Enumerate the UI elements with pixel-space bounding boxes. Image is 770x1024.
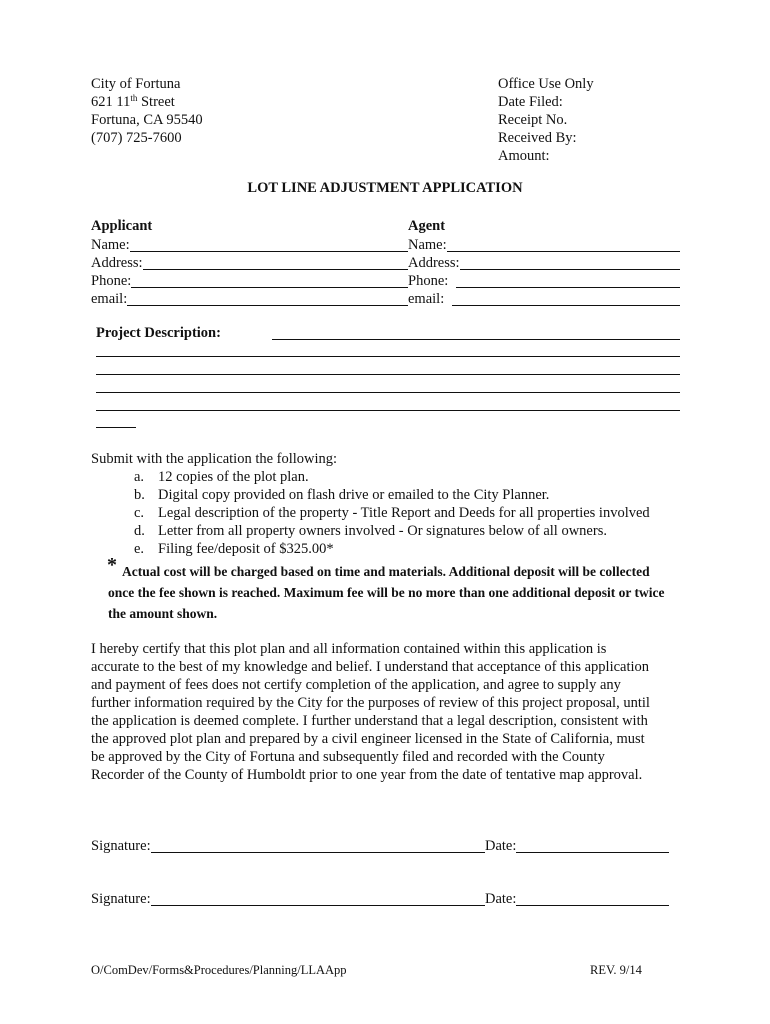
agent-name-line[interactable]: [447, 236, 680, 252]
certification-line: Recorder of the County of Humboldt prior to one year from the date of tentative map approval.: [91, 767, 643, 783]
certification-line: accurate to the best of my knowledge and belief. I understand that acceptance of this application: [91, 659, 650, 675]
fee-note: [108, 561, 664, 624]
agent-heading: Agent: [408, 218, 446, 234]
list-item: e. Filing fee/deposit of $325.00*: [134, 541, 334, 557]
list-item: c. Legal description of the property - Title Report and Deeds for all properties involved: [134, 505, 650, 521]
certification-line: and payment of fees does not certify completion of the application, and agree to supply any: [91, 677, 621, 693]
fee-note-line-3: the amount shown.: [108, 606, 218, 621]
applicant-address-field[interactable]: [91, 254, 408, 272]
applicant-phone-line[interactable]: [131, 272, 408, 288]
amount-label: Amount:: [498, 148, 550, 164]
applicant-phone-field[interactable]: [91, 272, 408, 290]
fee-note-line-2: once the fee shown is reached. Maximum fee will be no more than one additional deposit or twice: [108, 585, 665, 600]
office-use-heading: Office Use Only: [498, 76, 594, 92]
footer-revision: REV. 9/14: [590, 963, 642, 977]
agent-email-label: email:: [408, 291, 448, 307]
certification-line: the application is deemed complete. I further understand that a legal description, consistent with: [91, 713, 648, 729]
project-description-line-4[interactable]: [96, 392, 680, 393]
agent-email-line[interactable]: [452, 290, 680, 306]
date-field-1[interactable]: [485, 837, 669, 855]
signature-line[interactable]: [151, 837, 485, 853]
applicant-name-label: Name:: [91, 237, 130, 253]
applicant-name-field[interactable]: [91, 236, 408, 254]
project-description-line-6[interactable]: [96, 427, 136, 428]
list-item: b. Digital copy provided on flash drive or emailed to the City Planner.: [134, 487, 550, 503]
project-description-line-1[interactable]: [272, 339, 680, 340]
applicant-email-line[interactable]: [127, 290, 408, 306]
agent-address-line[interactable]: [460, 254, 680, 270]
signature-label: Signature:: [91, 891, 151, 907]
note-asterisk: *: [107, 554, 117, 576]
project-description-line-2[interactable]: [96, 356, 680, 357]
footer-path: O/ComDev/Forms&Procedures/Planning/LLAApp: [91, 963, 347, 977]
signature-field-1[interactable]: [91, 837, 485, 855]
applicant-phone-label: Phone:: [91, 273, 132, 289]
city-street: 621 11th Street: [91, 93, 175, 110]
project-description-line-5[interactable]: [96, 410, 680, 411]
office-use-block: [498, 75, 594, 165]
agent-address-label: Address:: [408, 255, 460, 271]
applicant-email-field[interactable]: [91, 290, 408, 308]
signature-field-2[interactable]: [91, 890, 485, 908]
agent-name-field[interactable]: [408, 236, 680, 254]
received-by-label: Received By:: [498, 130, 577, 146]
certification-line: further information required by the City for the purposes of review of this project proposal, until: [91, 695, 650, 711]
date-filed-label: Date Filed:: [498, 94, 563, 110]
list-item: d. Letter from all property owners involved - Or signatures below of all owners.: [134, 523, 607, 539]
project-description-line-3[interactable]: [96, 374, 680, 375]
date-field-2[interactable]: [485, 890, 669, 908]
receipt-no-label: Receipt No.: [498, 112, 568, 128]
certification-paragraph: [91, 640, 650, 784]
agent-email-field[interactable]: [408, 290, 680, 308]
submit-intro: Submit with the application the following:: [91, 451, 338, 467]
date-line[interactable]: [516, 837, 669, 853]
agent-phone-line[interactable]: [456, 272, 680, 288]
certification-line: be approved by the City of Fortuna and subsequently filed and recorded with the County: [91, 749, 605, 765]
project-description-label: Project Description:: [96, 325, 221, 341]
applicant-address-line[interactable]: [143, 254, 408, 270]
list-item: a. 12 copies of the plot plan.: [134, 469, 309, 485]
applicant-email-label: email:: [91, 291, 128, 307]
agent-phone-label: Phone:: [408, 273, 452, 289]
city-phone: (707) 725-7600: [91, 130, 182, 146]
signature-label: Signature:: [91, 838, 151, 854]
date-label: Date:: [485, 891, 517, 907]
applicant-heading: Applicant: [91, 218, 153, 234]
city-address-block: [91, 75, 203, 147]
city-state-zip: Fortuna, CA 95540: [91, 112, 203, 128]
date-line[interactable]: [516, 890, 669, 906]
agent-name-label: Name:: [408, 237, 447, 253]
applicant-name-line[interactable]: [130, 236, 408, 252]
agent-address-field[interactable]: [408, 254, 680, 272]
certification-line: I hereby certify that this plot plan and all information contained within this application is: [91, 641, 607, 657]
city-name: City of Fortuna: [91, 76, 181, 92]
applicant-address-label: Address:: [91, 255, 143, 271]
date-label: Date:: [485, 838, 517, 854]
agent-phone-field[interactable]: [408, 272, 680, 290]
signature-line[interactable]: [151, 890, 485, 906]
fee-note-line-1: Actual cost will be charged based on time and materials. Additional deposit will be collected: [122, 564, 650, 579]
certification-line: the approved plot plan and prepared by a civil engineer licensed in the State of California, must: [91, 731, 645, 747]
page-title: LOT LINE ADJUSTMENT APPLICATION: [247, 180, 523, 196]
